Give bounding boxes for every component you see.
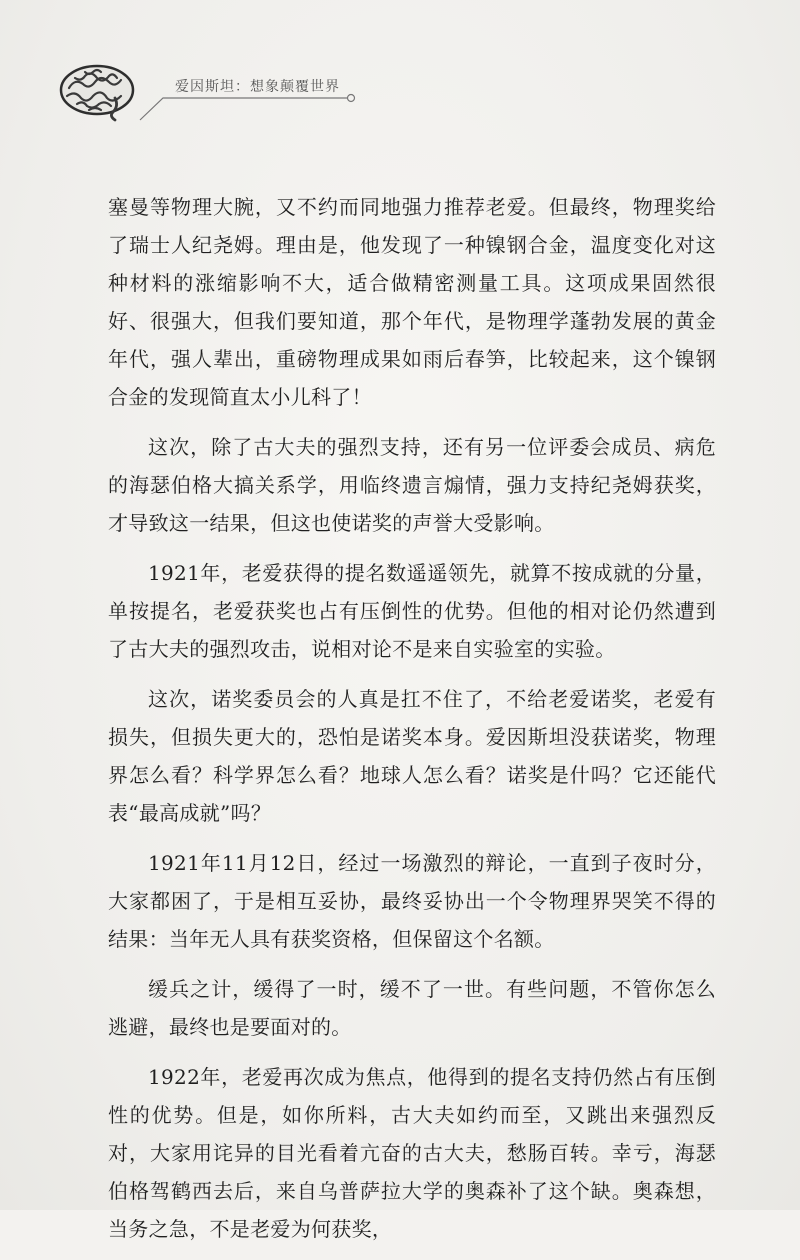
header-title: 爱因斯坦：想象颠覆世界	[175, 79, 340, 95]
page-header	[55, 58, 375, 128]
body-text	[108, 188, 716, 1260]
paragraph: 缓兵之计，缓得了一时，缓不了一世。有些问题，不管你怎么逃避，最终也是要面对的。	[108, 977, 716, 1039]
paragraph: 1921年，老爱获得的提名数遥遥领先，就算不按成就的分量，单按提名，老爱获奖也占有压倒性的优势。但他的相对论仍然遭到了古大夫的强烈攻击，说相对论不是来自实验室的实验。	[108, 561, 716, 661]
paragraph: 这次，除了古大夫的强烈支持，还有另一位评委会成员、病危的海瑟伯格大搞关系学，用临终遗言煽情，强力支持纪尧姆获奖，才导致这一结果，但这也使诺奖的声誉大受影响。	[108, 435, 716, 535]
paragraph: 塞曼等物理大腕，又不约而同地强力推荐老爱。但最终，物理奖给了瑞士人纪尧姆。理由是，他发现了一种镍钢合金，温度变化对这种材料的涨缩影响不大，适合做精密测量工具。这项成果固然很好、很强大，但我们要知道，那个年代，是物理学蓬勃发展的黄金年代，强人辈出，重磅物理成果如雨后春笋，比较起来，这个镍钢合金的发现简直太小儿科了！	[108, 195, 716, 409]
paragraph: 1922年，老爱再次成为焦点，他得到的提名支持仍然占有压倒性的优势。但是，如你所料，古大夫如约而至，又跳出来强烈反对，大家用诧异的目光看着亢奋的古大夫，愁肠百转。幸亏，海瑟伯格驾鹤西去后，来自乌普萨拉大学的奥森补了这个缺。奥森想，当务之急，不是老爱为何获奖，	[108, 1065, 716, 1241]
paragraph: 这次，诺奖委员会的人真是扛不住了，不给老爱诺奖，老爱有损失，但损失更大的，恐怕是诺奖本身。爱因斯坦没获诺奖，物理界怎么看？科学界怎么看？地球人怎么看？诺奖是什吗？它还能代表“最高成就”吗？	[108, 687, 716, 825]
paragraph: 1921年11月12日，经过一场激烈的辩论，一直到子夜时分，大家都困了，于是相互妥协，最终妥协出一个令物理界哭笑不得的结果：当年无人具有获奖资格，但保留这个名额。	[108, 851, 716, 951]
